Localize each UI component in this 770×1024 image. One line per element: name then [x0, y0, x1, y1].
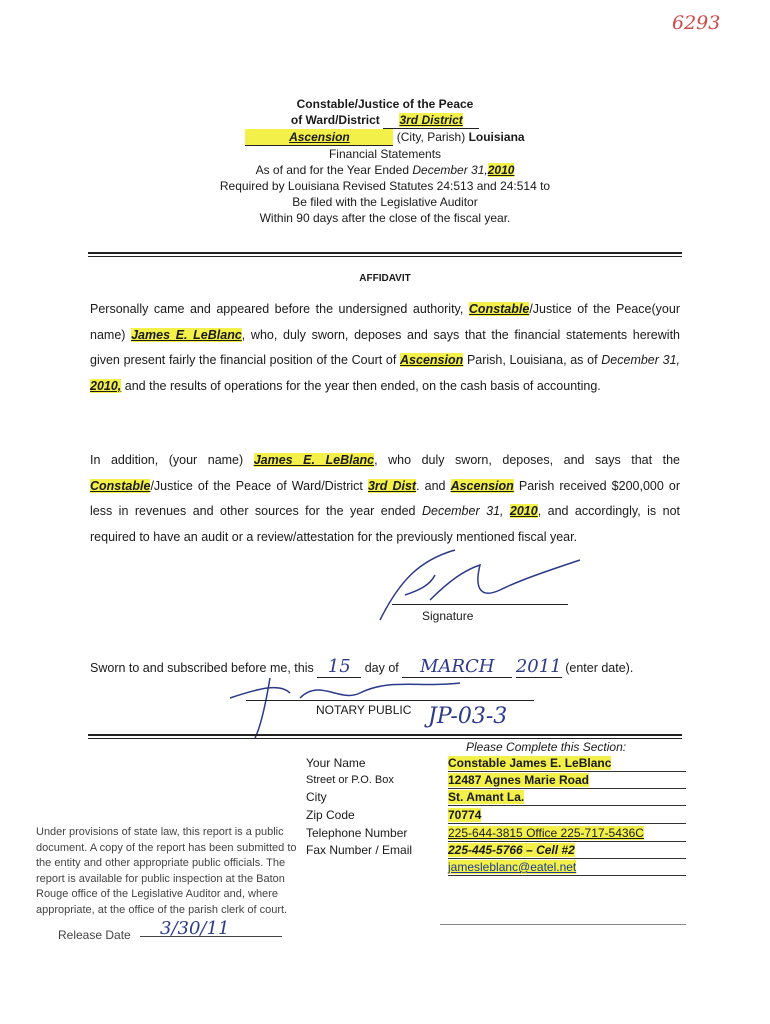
value-street[interactable]: 12487 Agnes Marie Road: [448, 772, 686, 789]
affidavit-paragraph-2: In addition, (your name) James E. LeBlanc, who duly sworn, deposes, and says that the Constable/Justice of the Peace of Ward/District 3rd Dist. and Ascension Parish received $200,000 or less in revenues and other sources for the year ended December 31, 2010, and accordingly, is not required to have an audit or a review/attestation for the previously mentioned fiscal year.: [90, 453, 680, 544]
release-date-label: Release Date: [58, 928, 131, 942]
sworn-month: MARCH: [420, 656, 495, 677]
header-divider: [88, 252, 682, 254]
sworn-line: Sworn to and subscribed before me, this 15 day of MARCH 2011 (enter date).: [90, 656, 634, 677]
label-zip: Zip Code: [306, 808, 355, 822]
value-city[interactable]: St. Amant La.: [448, 789, 686, 806]
sworn-day: 15: [327, 656, 351, 677]
public-document-notice: Under provisions of state law, this report is a public document. A copy of the report has been submitted to the entity and other appropriate public officials. The report is available for public inspection at the Baton Rouge office of the Legislative Auditor and, where appropriate, at the office of the parish clerk of court.: [36, 826, 297, 916]
value-zip[interactable]: 70774: [448, 807, 686, 824]
filed-line: Be filed with the Legislative Auditor: [292, 195, 478, 209]
blank-line: [440, 924, 686, 925]
parish-field-2: Ascension: [450, 478, 514, 493]
signature-line: [392, 604, 568, 605]
required-line: Required by Louisiana Revised Statutes 24:513 and 24:514 to: [219, 179, 551, 193]
label-fax-email: Fax Number / Email: [306, 843, 413, 857]
office-field-2: Constable: [90, 478, 151, 493]
office-field: Constable: [468, 302, 530, 316]
year-field-2: 2010: [509, 504, 538, 518]
notary-label: NOTARY PUBLIC: [316, 703, 412, 717]
parish-line: Ascension (City, Parish) Louisiana: [0, 129, 770, 146]
form-heading: Please Complete this Section:: [466, 740, 627, 754]
release-date-value: 3/30/11: [160, 918, 230, 939]
ward-value: 3rd District: [399, 113, 463, 127]
name-field: James E. LeBlanc: [131, 327, 242, 342]
ward-line: of Ward/District 3rd District: [0, 112, 770, 129]
signature-label: Signature: [422, 609, 474, 623]
signature-scribble: [360, 540, 590, 630]
asof-line: As of and for the Year Ended December 31,2010: [255, 163, 515, 177]
label-your-name: Your Name: [306, 756, 366, 770]
financial-statements-line: Financial Statements: [328, 147, 442, 161]
form-title-block: [0, 96, 770, 226]
within-line: Within 90 days after the close of the fiscal year.: [259, 211, 511, 225]
section-divider: [88, 734, 682, 736]
label-telephone: Telephone Number: [306, 826, 408, 840]
form-title: Constable/Justice of the Peace: [296, 97, 474, 111]
label-street: Street or P.O. Box: [306, 774, 394, 786]
release-date-field: [140, 918, 282, 937]
district-field: 3rd Dist: [367, 478, 417, 493]
notary-line: [246, 700, 534, 701]
value-fax[interactable]: 225-445-5766 – Cell #2: [448, 842, 686, 859]
label-city: City: [306, 790, 327, 804]
year-field: 2010,: [90, 378, 122, 393]
affidavit-title: AFFIDAVIT: [359, 273, 411, 284]
value-email[interactable]: jamesleblanc@eatel.net: [448, 859, 686, 876]
affidavit-paragraph-1: Personally came and appeared before the undersigned authority, Constable/Justice of the Peace(your name) James E. LeBlanc, who, duly sworn, deposes and says that the financial statements herewith given present fairly the financial position of the Court of Ascension Parish, Louisiana, as of December 31, 2010, and the results of operations for the year then ended, on the cash basis of accounting.: [90, 302, 680, 393]
parish-value: Ascension: [289, 130, 350, 144]
annotation-number: 6293: [672, 12, 721, 34]
value-your-name[interactable]: Constable James E. LeBlanc: [448, 755, 686, 772]
sworn-year: 2011: [515, 656, 562, 677]
notary-id: JP-03-3: [428, 704, 508, 729]
name-field-2: James E. LeBlanc: [253, 453, 375, 467]
parish-field: Ascension: [400, 353, 464, 367]
value-telephone[interactable]: 225-644-3815 Office 225-717-5436C: [448, 825, 686, 842]
